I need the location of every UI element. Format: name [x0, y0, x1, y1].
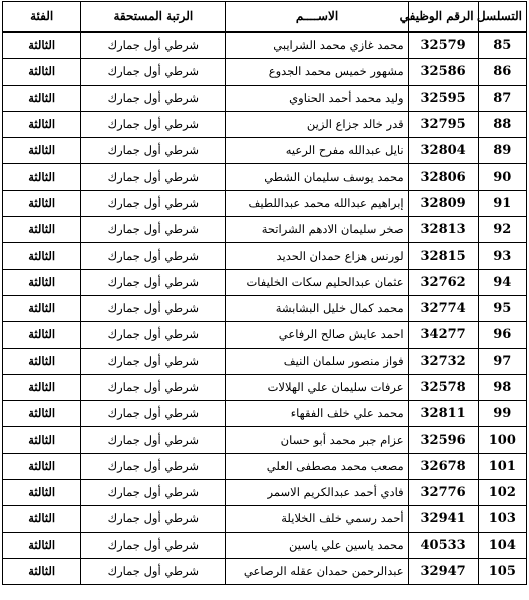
cell-category: الثالثة [3, 480, 81, 506]
cell-rank: شرطي أول جمارك [81, 269, 226, 295]
table-header-row [3, 2, 527, 33]
cell-employee-id: 32596 [408, 427, 478, 453]
cell-rank: شرطي أول جمارك [81, 164, 226, 190]
cell-category: الثالثة [3, 453, 81, 479]
cell-category: الثالثة [3, 322, 81, 348]
table-row [3, 322, 527, 348]
table-row [3, 374, 527, 400]
cell-name: عزام جبر محمد أبو حسان [226, 427, 408, 453]
cell-name: إبراهيم عبدالله محمد عبداللطيف [226, 190, 408, 216]
cell-category: الثالثة [3, 295, 81, 321]
cell-category: الثالثة [3, 427, 81, 453]
cell-serial: 96 [478, 322, 526, 348]
cell-category: الثالثة [3, 190, 81, 216]
table-row [3, 111, 527, 137]
table-row [3, 164, 527, 190]
cell-category: الثالثة [3, 111, 81, 137]
cell-serial: 99 [478, 401, 526, 427]
table-row [3, 85, 527, 111]
cell-name: عبدالرحمن حمدان عقله الرصاعي [226, 558, 408, 584]
table-row [3, 32, 527, 59]
cell-employee-id: 32762 [408, 269, 478, 295]
roster-table [2, 1, 527, 585]
cell-rank: شرطي أول جمارك [81, 85, 226, 111]
table-row [3, 295, 527, 321]
cell-name: احمد عايش صالح الرفاعي [226, 322, 408, 348]
cell-employee-id: 32795 [408, 111, 478, 137]
cell-rank: شرطي أول جمارك [81, 322, 226, 348]
cell-employee-id: 32578 [408, 374, 478, 400]
cell-category: الثالثة [3, 401, 81, 427]
table-row [3, 59, 527, 85]
cell-name: وليد محمد أحمد الحناوي [226, 85, 408, 111]
cell-serial: 87 [478, 85, 526, 111]
cell-employee-id: 32595 [408, 85, 478, 111]
cell-rank: شرطي أول جمارك [81, 138, 226, 164]
cell-name: مصعب محمد مصطفى العلي [226, 453, 408, 479]
cell-serial: 85 [478, 32, 526, 59]
cell-name: لورنس هزاع حمدان الحديد [226, 243, 408, 269]
cell-serial: 97 [478, 348, 526, 374]
cell-name: مشهور خميس محمد الجدوع [226, 59, 408, 85]
cell-category: الثالثة [3, 243, 81, 269]
cell-employee-id: 32776 [408, 480, 478, 506]
cell-category: الثالثة [3, 506, 81, 532]
cell-rank: شرطي أول جمارك [81, 111, 226, 137]
cell-name: محمد يوسف سليمان الشطي [226, 164, 408, 190]
table-row [3, 138, 527, 164]
cell-name: فواز منصور سلمان النيف [226, 348, 408, 374]
cell-rank: شرطي أول جمارك [81, 59, 226, 85]
cell-rank: شرطي أول جمارك [81, 532, 226, 558]
cell-rank: شرطي أول جمارك [81, 348, 226, 374]
cell-employee-id: 32947 [408, 558, 478, 584]
cell-serial: 92 [478, 217, 526, 243]
cell-serial: 102 [478, 480, 526, 506]
cell-employee-id: 40533 [408, 532, 478, 558]
cell-rank: شرطي أول جمارك [81, 506, 226, 532]
table-row [3, 427, 527, 453]
cell-employee-id: 32579 [408, 32, 478, 59]
cell-name: محمد غازي محمد الشرايبي [226, 32, 408, 59]
table-row [3, 532, 527, 558]
cell-name: نايل عبدالله مفرح الرعيه [226, 138, 408, 164]
header-name: الاســــم [226, 2, 408, 33]
cell-serial: 93 [478, 243, 526, 269]
cell-employee-id: 32815 [408, 243, 478, 269]
cell-serial: 90 [478, 164, 526, 190]
cell-serial: 100 [478, 427, 526, 453]
cell-serial: 88 [478, 111, 526, 137]
cell-serial: 91 [478, 190, 526, 216]
cell-category: الثالثة [3, 348, 81, 374]
table-row [3, 243, 527, 269]
table-row [3, 506, 527, 532]
cell-category: الثالثة [3, 269, 81, 295]
table-row [3, 401, 527, 427]
cell-employee-id: 32774 [408, 295, 478, 321]
cell-employee-id: 32806 [408, 164, 478, 190]
cell-category: الثالثة [3, 532, 81, 558]
cell-rank: شرطي أول جمارك [81, 295, 226, 321]
cell-category: الثالثة [3, 164, 81, 190]
cell-serial: 86 [478, 59, 526, 85]
table-row [3, 269, 527, 295]
cell-serial: 101 [478, 453, 526, 479]
cell-name: محمد كمال خليل البشابشة [226, 295, 408, 321]
cell-name: عرفات سليمان علي الهلالات [226, 374, 408, 400]
table-row [3, 217, 527, 243]
cell-name: أحمد رسمي خلف الخلايلة [226, 506, 408, 532]
cell-employee-id: 32804 [408, 138, 478, 164]
cell-employee-id: 34277 [408, 322, 478, 348]
cell-rank: شرطي أول جمارك [81, 453, 226, 479]
cell-serial: 105 [478, 558, 526, 584]
cell-category: الثالثة [3, 32, 81, 59]
cell-rank: شرطي أول جمارك [81, 32, 226, 59]
cell-serial: 103 [478, 506, 526, 532]
cell-rank: شرطي أول جمارك [81, 427, 226, 453]
header-serial: التسلسل [478, 2, 526, 33]
cell-category: الثالثة [3, 217, 81, 243]
cell-name: عثمان عبدالحليم سكات الخليفات [226, 269, 408, 295]
cell-serial: 104 [478, 532, 526, 558]
cell-category: الثالثة [3, 59, 81, 85]
table-row [3, 190, 527, 216]
cell-name: قدر خالد جزاع الزين [226, 111, 408, 137]
cell-category: الثالثة [3, 85, 81, 111]
cell-rank: شرطي أول جمارك [81, 401, 226, 427]
cell-name: محمد ياسين علي ياسين [226, 532, 408, 558]
cell-category: الثالثة [3, 138, 81, 164]
cell-name: محمد علي خلف الفقهاء [226, 401, 408, 427]
cell-category: الثالثة [3, 374, 81, 400]
table-row [3, 480, 527, 506]
cell-rank: شرطي أول جمارك [81, 190, 226, 216]
cell-serial: 89 [478, 138, 526, 164]
table-row [3, 558, 527, 584]
cell-rank: شرطي أول جمارك [81, 374, 226, 400]
cell-category: الثالثة [3, 558, 81, 584]
cell-employee-id: 32678 [408, 453, 478, 479]
cell-employee-id: 32809 [408, 190, 478, 216]
header-rank: الرتبة المستحقة [81, 2, 226, 33]
cell-employee-id: 32586 [408, 59, 478, 85]
cell-employee-id: 32811 [408, 401, 478, 427]
cell-employee-id: 32813 [408, 217, 478, 243]
cell-serial: 95 [478, 295, 526, 321]
cell-employee-id: 32941 [408, 506, 478, 532]
header-category: الفئة [3, 2, 81, 33]
table-body [3, 32, 527, 585]
cell-rank: شرطي أول جمارك [81, 558, 226, 584]
cell-employee-id: 32732 [408, 348, 478, 374]
table-row [3, 453, 527, 479]
cell-rank: شرطي أول جمارك [81, 243, 226, 269]
cell-serial: 98 [478, 374, 526, 400]
cell-rank: شرطي أول جمارك [81, 480, 226, 506]
cell-name: صخر سليمان الادهم الشراتحة [226, 217, 408, 243]
header-employee-id: الرقم الوظيفي [408, 2, 478, 33]
cell-name: فادي أحمد عبدالكريم الاسمر [226, 480, 408, 506]
cell-rank: شرطي أول جمارك [81, 217, 226, 243]
table-row [3, 348, 527, 374]
cell-serial: 94 [478, 269, 526, 295]
